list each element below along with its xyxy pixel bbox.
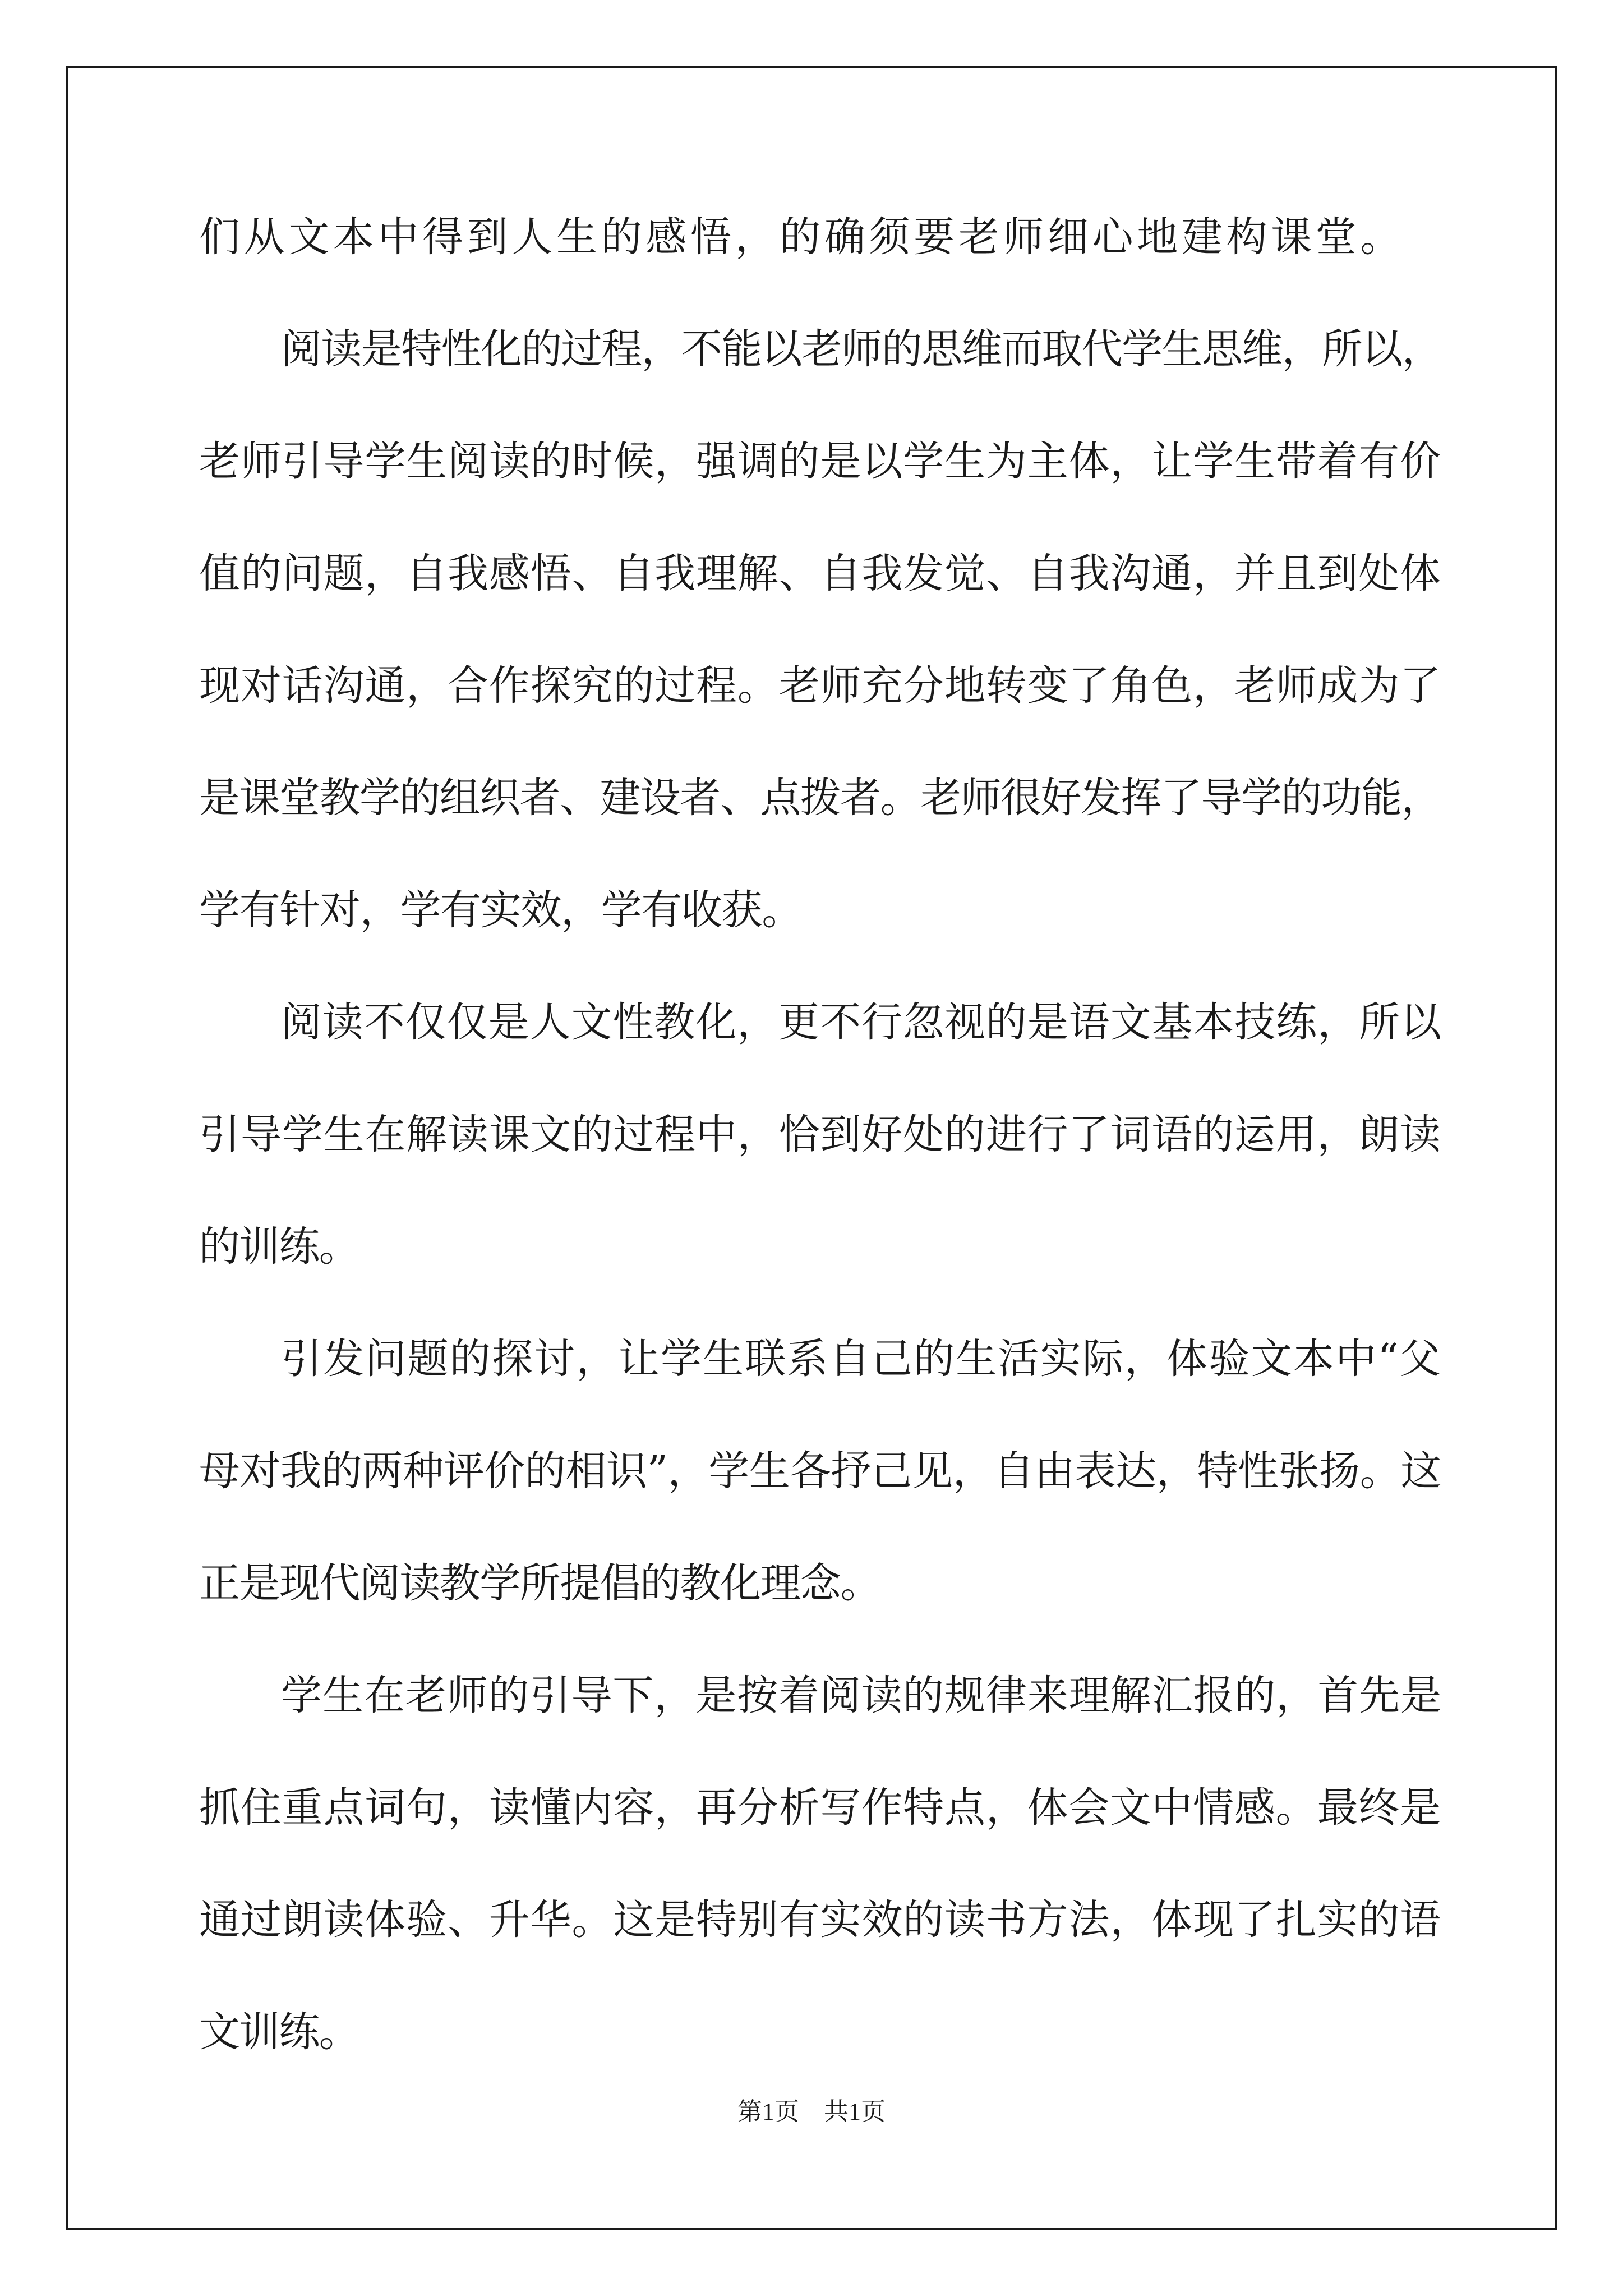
text-line: 正是现代阅读教学所提倡的教化理念。: [199, 1559, 880, 1607]
text-line: 是课堂教学的组织者、建设者、点拨者。老师很好发挥了导学的功能，: [199, 774, 1441, 822]
text-line: 学有针对，学有实效，学有收获。: [199, 886, 802, 934]
text-line: 值的问题，自我感悟、自我理解、自我发觉、自我沟通，并且到处体: [199, 550, 1441, 597]
text-line: 抓住重点词句，读懂内容，再分析写作特点，体会文中情感。最终是: [199, 1784, 1441, 1832]
text-line: 母对我的两种评价的相识”，学生各抒己见，自由表达，特性张扬。这: [199, 1447, 1441, 1495]
paragraph-first-line: 阅读是特性化的过程，不能以老师的思维而取代学生思维，所以，: [281, 325, 1442, 373]
paragraph-first-line: 阅读不仅仅是人文性教化，更不行忽视的是语文基本技练，所以: [281, 999, 1442, 1046]
text-line: 的训练。: [199, 1223, 359, 1271]
page-number: 第1页 共1页: [737, 2098, 886, 2125]
text-line: 老师引导学生阅读的时候，强调的是以学生为主体，让学生带着有价: [199, 438, 1441, 485]
text-line: 引导学生在解读课文的过程中，恰到好处的进行了词语的运用，朗读: [199, 1111, 1441, 1158]
text-line: 通过朗读体验、升华。这是特别有实效的读书方法，体现了扎实的语: [199, 1896, 1441, 1944]
text-line: 文训练。: [199, 2008, 359, 2056]
text-line: 们从文本中得到人生的感悟，的确须要老师细心地建构课堂。: [199, 213, 1405, 261]
paragraph-first-line: 学生在老师的引导下，是按着阅读的规律来理解汇报的，首先是: [281, 1672, 1442, 1719]
paragraph-first-line: 引发问题的探讨，让学生联系自己的生活实际，体验文本中“父: [281, 1335, 1442, 1383]
text-line: 现对话沟通，合作探究的过程。老师充分地转变了角色，老师成为了: [199, 662, 1441, 710]
